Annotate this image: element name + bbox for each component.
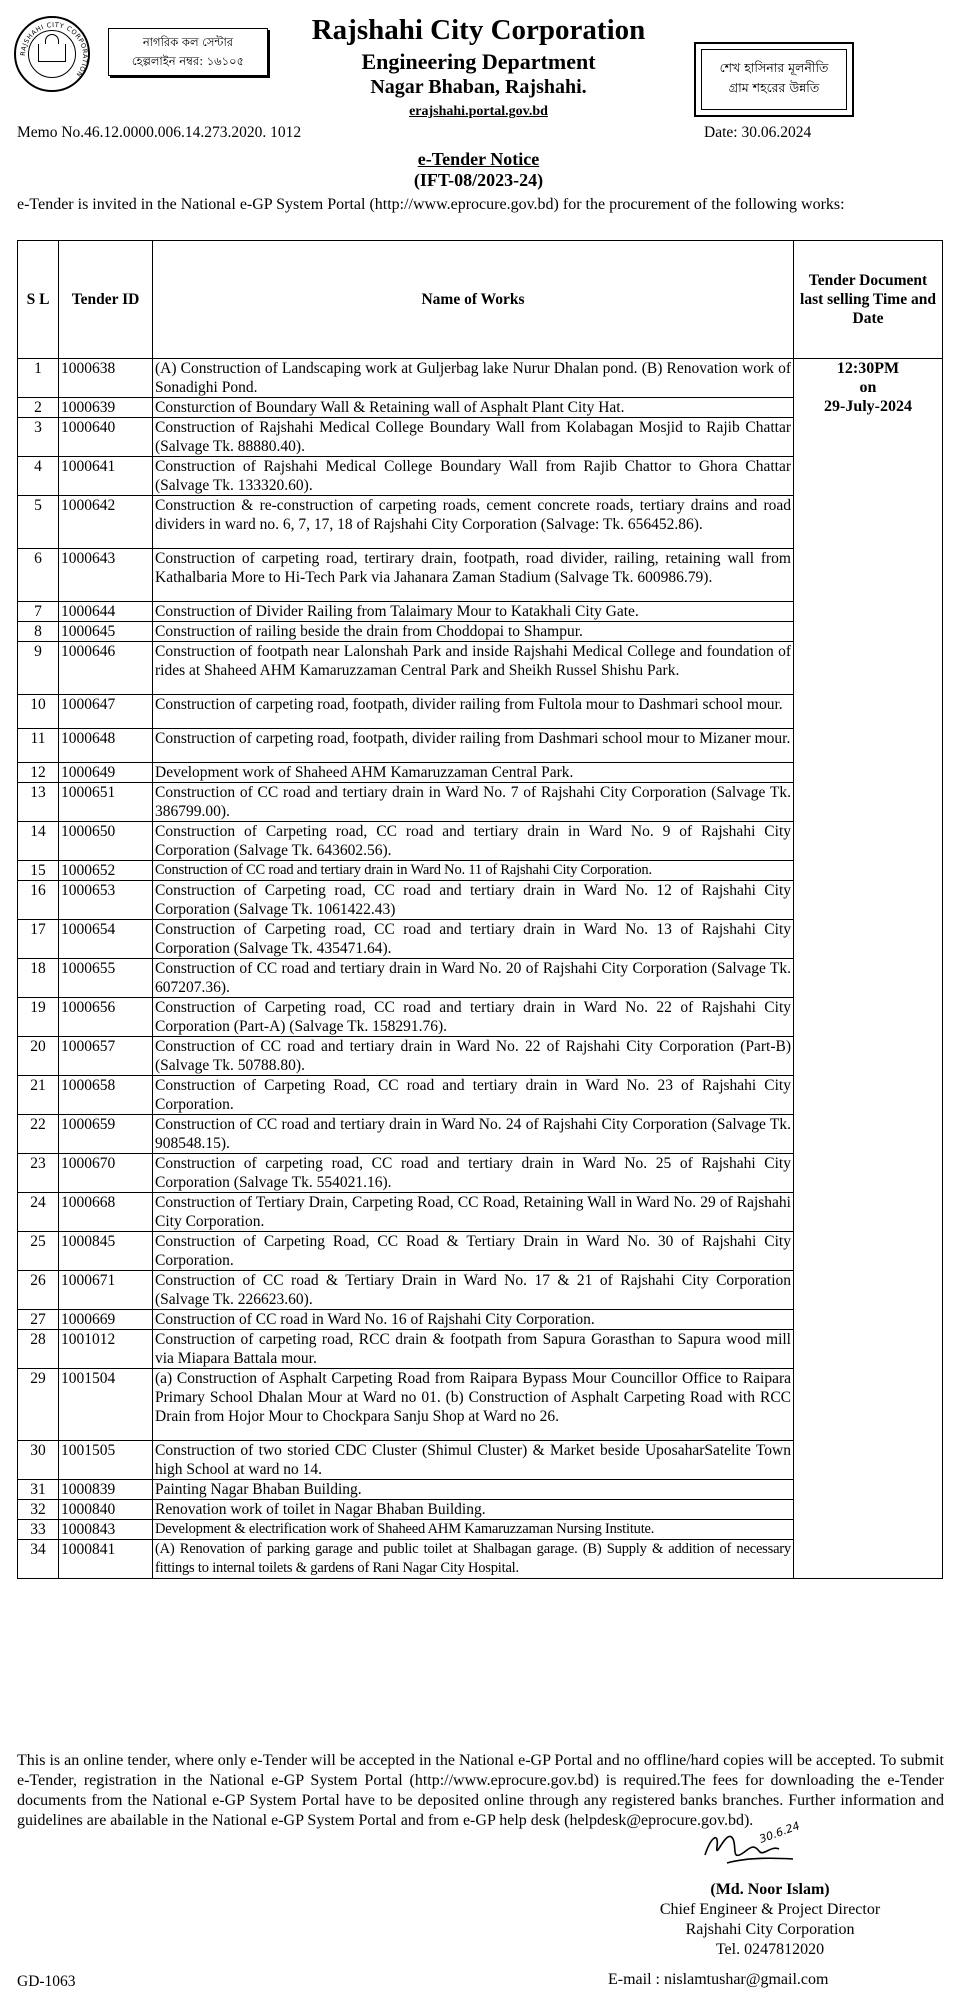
row-name-of-works: Construction of Carpeting road, CC road and tertiary drain in Ward No. 13 of Rajshahi City Corporation (Salvage Tk. 435471.64). [153, 920, 794, 959]
signature-date: 30.6.24 [757, 1819, 802, 1846]
row-tender-id: 1000651 [59, 783, 153, 822]
row-name-of-works: Construction of CC road in Ward No. 16 of Rajshahi City Corporation. [153, 1310, 794, 1330]
row-tender-id: 1000649 [59, 763, 153, 783]
row-tender-id: 1000843 [59, 1520, 153, 1540]
row-tender-id: 1000650 [59, 822, 153, 861]
row-name-of-works: Construction of carpeting road, footpath, divider railing from Fultola mour to Dashmari school mour. [153, 695, 794, 729]
row-name-of-works: Construction of carpeting road, footpath, divider railing from Dashmari school mour to Mizaner mour. [153, 729, 794, 763]
deadline-on: on [859, 379, 877, 396]
signatory-name: (Md. Noor Islam) [710, 1881, 830, 1898]
row-tender-id: 1000669 [59, 1310, 153, 1330]
row-name-of-works: (A) Construction of Landscaping work at Guljerbag lake Nurur Dhalan pond. (B) Renovation work of Sonadighi Pond. [153, 359, 794, 398]
header-sl: S L [18, 241, 59, 359]
notice-ref: (IFT-08/2023-24) [413, 170, 544, 190]
row-sl: 11 [18, 729, 59, 763]
row-name-of-works: Development work of Shaheed AHM Kamaruzzaman Central Park. [153, 763, 794, 783]
row-tender-id: 1000845 [59, 1232, 153, 1271]
row-name-of-works: Construction of Rajshahi Medical College Boundary Wall from Rajib Chattor to Ghora Chattar (Salvage Tk. 133320.60). [153, 457, 794, 496]
row-sl: 21 [18, 1076, 59, 1115]
row-sl: 3 [18, 418, 59, 457]
row-name-of-works: Construction of Tertiary Drain, Carpeting Road, CC Road, Retaining Wall in Ward No. 29 of Rajshahi City Corporation. [153, 1193, 794, 1232]
works-table [17, 240, 943, 1579]
letterhead [0, 0, 957, 125]
row-tender-id: 1001504 [59, 1369, 153, 1441]
row-tender-id: 1000639 [59, 398, 153, 418]
row-name-of-works: Renovation work of toilet in Nagar Bhaban Building. [153, 1500, 794, 1520]
row-sl: 9 [18, 642, 59, 695]
row-sl: 30 [18, 1441, 59, 1480]
row-name-of-works: Construction of carpeting road, RCC drain & footpath from Sapura Gorasthan to Sapura wood mill via Miapara Battala mour. [153, 1330, 794, 1369]
header-name-of-works: Name of Works [153, 241, 794, 359]
row-sl: 34 [18, 1540, 59, 1579]
row-sl: 18 [18, 959, 59, 998]
row-name-of-works: Construction of Carpeting road, CC road and tertiary drain in Ward No. 12 of Rajshahi City Corporation (Salvage Tk. 1061422.43) [153, 881, 794, 920]
row-tender-id: 1000671 [59, 1271, 153, 1310]
row-sl: 32 [18, 1500, 59, 1520]
row-tender-id: 1000648 [59, 729, 153, 763]
row-sl: 4 [18, 457, 59, 496]
row-name-of-works: Construction & re-construction of carpeting roads, cement concrete roads, tertiary drains and road dividers in ward no. 6, 7, 17, 18 of Rajshahi City Corporation (Salvage: Tk. 656452.86). [153, 496, 794, 549]
row-tender-id: 1000645 [59, 622, 153, 642]
row-tender-id: 1000658 [59, 1076, 153, 1115]
call-center-label: নাগরিক কল সেন্টার [142, 35, 234, 49]
org-address: Nagar Bhaban, Rajshahi. [370, 76, 587, 98]
row-tender-id: 1000642 [59, 496, 153, 549]
row-name-of-works: Construction of CC road & Tertiary Drain in Ward No. 17 & 21 of Rajshahi City Corporation (Salvage Tk. 226623.60). [153, 1271, 794, 1310]
footer-instructions: This is an online tender, where only e-Tender will be accepted in the National e-GP Portal and no offline/hard copies will be accepted. To submit e-Tender, registration in the National e-GP System Portal (http://www.eprocure.gov.bd) is required.The fees for downloading the e-Tender documents from the National e-GP System Portal have to be deposited online through any registered banks branches. Further information and guidelines are abailable in the National e-GP System Portal and from e-GP help desk (helpdesk@eprocure.gov.bd). [17, 1752, 944, 1829]
row-sl: 22 [18, 1115, 59, 1154]
header-deadline: Tender Document last selling Time and Date [794, 241, 943, 359]
row-name-of-works: Consturction of Boundary Wall & Retaining wall of Asphalt Plant City Hat. [153, 398, 794, 418]
row-tender-id: 1000841 [59, 1540, 153, 1579]
org-name: Rajshahi City Corporation [311, 14, 646, 46]
deadline-cell [794, 359, 943, 1579]
signature-image [697, 1817, 807, 1877]
row-tender-id: 1000644 [59, 602, 153, 622]
row-sl: 20 [18, 1037, 59, 1076]
row-tender-id: 1000652 [59, 861, 153, 881]
motto-inner [701, 49, 847, 110]
row-name-of-works: Construction of Carpeting road, CC road and tertiary drain in Ward No. 9 of Rajshahi City Corporation (Salvage Tk. 643602.56). [153, 822, 794, 861]
row-name-of-works: Construction of two storied CDC Cluster (Shimul Cluster) & Market beside UposaharSatelite Town high School at ward no 14. [153, 1441, 794, 1480]
svg-text:RAJSHAHI CITY CORPORATION: RAJSHAHI CITY CORPORATION [18, 20, 90, 79]
row-sl: 23 [18, 1154, 59, 1193]
row-tender-id: 1000839 [59, 1480, 153, 1500]
row-sl: 24 [18, 1193, 59, 1232]
row-tender-id: 1000840 [59, 1500, 153, 1520]
row-sl: 6 [18, 549, 59, 602]
notice-intro: e-Tender is invited in the National e-GP System Portal (http://www.eprocure.gov.bd) for the procurement of the following works: [17, 196, 845, 213]
row-name-of-works: Construction of railing beside the drain from Choddopai to Shampur. [153, 622, 794, 642]
row-sl: 2 [18, 398, 59, 418]
row-tender-id: 1000668 [59, 1193, 153, 1232]
row-name-of-works: Construction of footpath near Lalonshah Park and inside Rajshahi Medical College and foundation of rides at Shaheed AHM Kamaruzzaman Central Park and Sheikh Russel Shishu Park. [153, 642, 794, 695]
row-sl: 31 [18, 1480, 59, 1500]
signatory-email[interactable]: E-mail : nislamtushar@gmail.com [608, 1971, 829, 1988]
row-name-of-works: Painting Nagar Bhaban Building. [153, 1480, 794, 1500]
row-sl: 17 [18, 920, 59, 959]
table-row [18, 359, 943, 398]
row-sl: 29 [18, 1369, 59, 1441]
row-name-of-works: Construction of Carpeting Road, CC road and tertiary drain in Ward No. 23 of Rajshahi City Corporation. [153, 1076, 794, 1115]
row-tender-id: 1000654 [59, 920, 153, 959]
row-tender-id: 1000657 [59, 1037, 153, 1076]
row-sl: 19 [18, 998, 59, 1037]
row-name-of-works: Construction of CC road and tertiary drain in Ward No. 20 of Rajshahi City Corporation (Salvage Tk. 607207.36). [153, 959, 794, 998]
row-tender-id: 1001505 [59, 1441, 153, 1480]
row-sl: 25 [18, 1232, 59, 1271]
row-name-of-works: Construction of carpeting road, tertirary drain, footpath, road divider, railing, retaining wall from Kathalbaria More to Hi-Tech Park via Jahanara Zaman Stadium (Salvage Tk. 600986.79). [153, 549, 794, 602]
header-tender-id: Tender ID [59, 241, 153, 359]
row-sl: 28 [18, 1330, 59, 1369]
gd-number: GD-1063 [17, 1973, 76, 1990]
row-sl: 5 [18, 496, 59, 549]
row-tender-id: 1000656 [59, 998, 153, 1037]
row-name-of-works: Construction of CC road and tertiary drain in Ward No. 7 of Rajshahi City Corporation (Salvage Tk. 386799.00). [153, 783, 794, 822]
table-header-row [18, 241, 943, 359]
row-tender-id: 1000638 [59, 359, 153, 398]
row-tender-id: 1000646 [59, 642, 153, 695]
row-sl: 26 [18, 1271, 59, 1310]
row-tender-id: 1000659 [59, 1115, 153, 1154]
website-link[interactable]: erajshahi.portal.gov.bd [409, 104, 548, 119]
deadline-time: 12:30PM [836, 360, 900, 377]
row-name-of-works: Construction of CC road and tertiary drain in Ward No. 11 of Rajshahi City Corporation. [153, 861, 794, 881]
deadline-date: 29-July-2024 [824, 398, 912, 415]
department-name: Engineering Department [361, 49, 596, 74]
signatory-block [580, 1880, 957, 1960]
row-name-of-works: Construction of CC road and tertiary drain in Ward No. 24 of Rajshahi City Corporation (Salvage Tk. 908548.15). [153, 1115, 794, 1154]
row-name-of-works: Construction of carpeting road, CC road and tertiary drain in Ward No. 25 of Rajshahi City Corporation (Salvage Tk. 554021.16). [153, 1154, 794, 1193]
row-name-of-works: Construction of Carpeting road, CC road and tertiary drain in Ward No. 22 of Rajshahi City Corporation (Part-A) (Salvage Tk. 158291.76). [153, 998, 794, 1037]
row-name-of-works: Construction of Divider Railing from Talaimary Mour to Katakhali City Gate. [153, 602, 794, 622]
works-table-body [18, 359, 943, 1579]
row-sl: 8 [18, 622, 59, 642]
motto-line-1: শেখ হাসিনার মূলনীতি [719, 60, 829, 75]
row-tender-id: 1000640 [59, 418, 153, 457]
row-sl: 13 [18, 783, 59, 822]
row-name-of-works: Construction of Rajshahi Medical College Boundary Wall from Kolabagan Mosjid to Rajib Chattar (Salvage Tk. 88880.40). [153, 418, 794, 457]
notice-title: e-Tender Notice [417, 149, 540, 169]
row-sl: 33 [18, 1520, 59, 1540]
row-sl: 10 [18, 695, 59, 729]
motto-box [694, 42, 854, 117]
row-sl: 27 [18, 1310, 59, 1330]
memo-date: Date: 30.06.2024 [704, 124, 812, 141]
row-sl: 14 [18, 822, 59, 861]
row-tender-id: 1001012 [59, 1330, 153, 1369]
row-sl: 12 [18, 763, 59, 783]
row-name-of-works: (A) Renovation of parking garage and public toilet at Shalbagan garage. (B) Supply & addition of necessary fittings to internal toilets & gardens of Rani Nagar City Hospital. [153, 1540, 794, 1579]
motto-line-2: গ্রাম শহরের উন্নতি [728, 80, 820, 95]
row-tender-id: 1000670 [59, 1154, 153, 1193]
row-tender-id: 1000641 [59, 457, 153, 496]
row-name-of-works: (a) Construction of Asphalt Carpeting Road from Raipara Bypass Mour Councillor Office to Raipara Primary School Dhalan Mour at Ward no 01. (b) Construction of Asphalt Carpeting Road with RCC Drain from Hojor Mour to Chockpara Sanju Shop at Ward no 26. [153, 1369, 794, 1441]
signatory-title: Chief Engineer & Project Director [659, 1901, 881, 1918]
row-sl: 1 [18, 359, 59, 398]
row-tender-id: 1000655 [59, 959, 153, 998]
row-tender-id: 1000643 [59, 549, 153, 602]
row-name-of-works: Development & electrification work of Shaheed AHM Kamaruzzaman Nursing Institute. [153, 1520, 794, 1540]
signatory-tel: Tel. 0247812020 [715, 1941, 825, 1958]
row-tender-id: 1000653 [59, 881, 153, 920]
row-name-of-works: Construction of Carpeting Road, CC Road & Tertiary Drain in Ward No. 30 of Rajshahi City Corporation. [153, 1232, 794, 1271]
helpline-number: হেল্পলাইন নম্বর: ১৬১০৫ [131, 54, 245, 68]
row-name-of-works: Construction of CC road and tertiary drain in Ward No. 22 of Rajshahi City Corporation (Part-B) (Salvage Tk. 50788.80). [153, 1037, 794, 1076]
row-tender-id: 1000647 [59, 695, 153, 729]
row-sl: 15 [18, 861, 59, 881]
signatory-org: Rajshahi City Corporation [685, 1921, 855, 1938]
row-sl: 7 [18, 602, 59, 622]
memo-number: Memo No.46.12.0000.006.14.273.2020. 1012 [17, 124, 302, 141]
row-sl: 16 [18, 881, 59, 920]
